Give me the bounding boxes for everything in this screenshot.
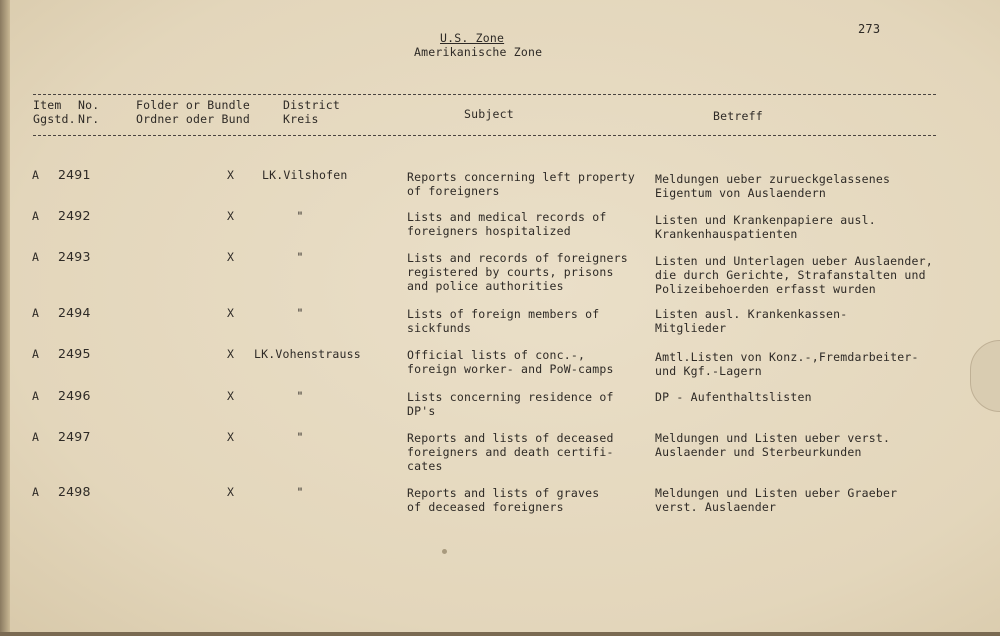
row-subject-line: Reports concerning left property	[407, 170, 635, 184]
row-subject-line: of deceased foreigners	[407, 500, 564, 514]
row-betreff-line: Meldungen und Listen ueber Graeber	[655, 486, 898, 500]
row-folder: X	[227, 168, 235, 182]
row-betreff-line: Listen und Unterlagen ueber Auslaender,	[655, 254, 933, 268]
row-subject-line: DP's	[407, 404, 436, 418]
row-number: 2495	[58, 346, 91, 361]
row-number: 2494	[58, 305, 91, 320]
row-number: 2491	[58, 167, 91, 182]
row-folder: X	[227, 250, 235, 264]
row-betreff-line: verst. Auslaender	[655, 500, 777, 514]
row-subject-line: cates	[407, 459, 443, 473]
row-betreff-line: DP - Aufenthaltslisten	[655, 390, 812, 404]
header-top-rule	[33, 94, 936, 95]
row-subject-line: Lists of foreign members of	[407, 307, 600, 321]
row-betreff-line: Polizeibehoerden erfasst wurden	[655, 282, 876, 296]
row-folder: X	[227, 347, 235, 361]
row-district: LK.Vohenstrauss	[254, 347, 361, 361]
row-subject-line: Official lists of conc.-,	[407, 348, 586, 362]
row-betreff-line: Listen ausl. Krankenkassen-	[655, 307, 848, 321]
col-folder-header-de: Ordner oder Bund	[136, 112, 250, 126]
row-item: A	[32, 347, 40, 361]
col-district-header-de: Kreis	[283, 112, 319, 126]
row-district-ditto: "	[296, 306, 304, 320]
row-subject-line: Lists and medical records of	[407, 210, 607, 224]
row-betreff-line: Amtl.Listen von Konz.-,Fremdarbeiter-	[655, 350, 919, 364]
row-betreff-line: Krankenhauspatienten	[655, 227, 798, 241]
row-betreff-line: und Kgf.-Lagern	[655, 364, 762, 378]
page-bottom-edge	[0, 632, 1000, 636]
row-district-ditto: "	[296, 485, 304, 499]
row-item: A	[32, 168, 40, 182]
row-betreff-line: die durch Gerichte, Strafanstalten und	[655, 268, 926, 282]
col-folder-header: Folder or Bundle	[136, 98, 250, 112]
row-subject-line: sickfunds	[407, 321, 472, 335]
zone-subtitle: Amerikanische Zone	[414, 45, 543, 59]
row-subject-line: and police authorities	[407, 279, 564, 293]
row-item: A	[32, 430, 40, 444]
row-folder: X	[227, 209, 235, 223]
row-folder: X	[227, 389, 235, 403]
row-folder: X	[227, 430, 235, 444]
row-subject-line: foreign worker- and PoW-camps	[407, 362, 614, 376]
paper-speck	[442, 549, 447, 554]
row-folder: X	[227, 306, 235, 320]
col-district-header: District	[283, 98, 340, 112]
row-number: 2498	[58, 484, 91, 499]
row-number: 2496	[58, 388, 91, 403]
row-item: A	[32, 389, 40, 403]
row-item: A	[32, 209, 40, 223]
row-item: A	[32, 485, 40, 499]
col-gastd-header: Ggstd.	[33, 112, 76, 126]
row-number: 2497	[58, 429, 91, 444]
row-subject-line: Reports and lists of deceased	[407, 431, 614, 445]
header-bottom-rule	[33, 135, 936, 136]
col-no-header: No.	[78, 98, 100, 112]
page-number: 273	[858, 22, 881, 36]
row-district-ditto: "	[296, 430, 304, 444]
row-subject-line: foreigners hospitalized	[407, 224, 571, 238]
row-subject-line: registered by courts, prisons	[407, 265, 614, 279]
zone-title: U.S. Zone	[440, 31, 505, 45]
row-betreff-line: Meldungen und Listen ueber verst.	[655, 431, 891, 445]
row-district: LK.Vilshofen	[262, 168, 348, 182]
row-subject-line: Lists concerning residence of	[407, 390, 614, 404]
row-betreff-line: Auslaender und Sterbeurkunden	[655, 445, 862, 459]
col-item-header: Item	[33, 98, 62, 112]
row-betreff-line: Mitglieder	[655, 321, 727, 335]
row-subject-line: of foreigners	[407, 184, 500, 198]
row-district-ditto: "	[296, 389, 304, 403]
col-nr-header: Nr.	[78, 112, 100, 126]
row-subject-line: Lists and records of foreigners	[407, 251, 628, 265]
col-betreff-header: Betreff	[713, 109, 763, 123]
row-folder: X	[227, 485, 235, 499]
row-number: 2492	[58, 208, 91, 223]
row-item: A	[32, 250, 40, 264]
row-number: 2493	[58, 249, 91, 264]
row-betreff-line: Listen und Krankenpapiere ausl.	[655, 213, 876, 227]
row-subject-line: foreigners and death certifi-	[407, 445, 614, 459]
row-betreff-line: Meldungen ueber zurueckgelassenes	[655, 172, 891, 186]
table-row	[0, 485, 1000, 545]
row-item: A	[32, 306, 40, 320]
row-district-ditto: "	[296, 209, 304, 223]
row-district-ditto: "	[296, 250, 304, 264]
row-betreff-line: Eigentum von Auslaendern	[655, 186, 826, 200]
table-row	[0, 250, 1000, 310]
col-subject-header: Subject	[464, 107, 514, 121]
row-subject-line: Reports and lists of graves	[407, 486, 600, 500]
table-row	[0, 430, 1000, 490]
